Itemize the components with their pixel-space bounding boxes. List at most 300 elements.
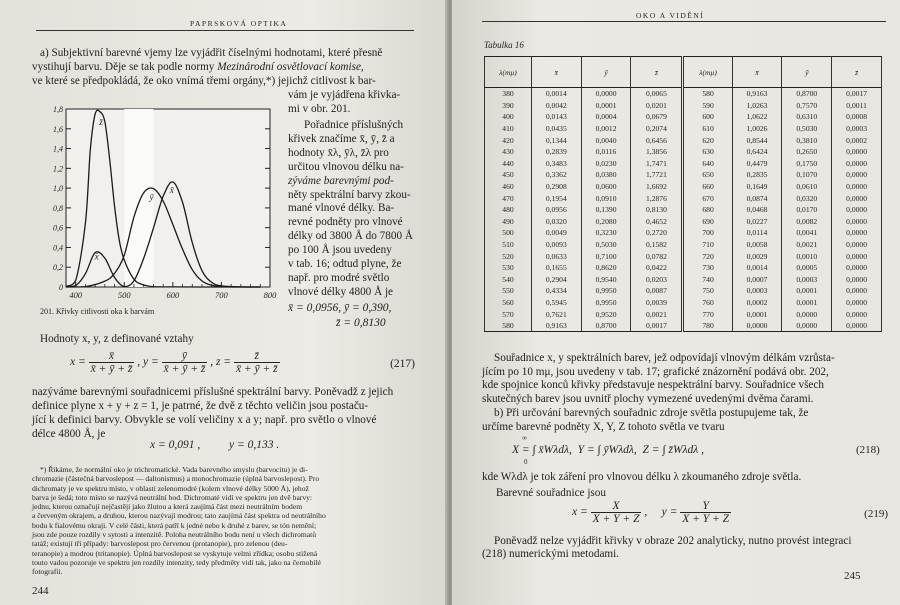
table-row (485, 146, 882, 158)
p1-line: kde spojnice konců křivky představuje nespektrální barvy. Souřadnice všech (482, 379, 824, 392)
table-cell: 0,1750 (782, 158, 832, 170)
table-cell: 440 (485, 158, 532, 170)
running-head-left: PAPRSKOVÁ OPTIKA (190, 19, 288, 28)
paragraph-3: kde Wλdλ je tok záření pro vlnovou délku λ zkoumaného zdroje světla. (482, 471, 802, 483)
table-row (485, 100, 882, 112)
footnote-line: a červeným okrajem, a druhou, kterou nazývají modrou; tato zaujímá část spektra od neutrálního (32, 511, 326, 521)
table-cell: 420 (485, 134, 532, 146)
table-cell: 0,0000 (832, 320, 882, 332)
table-cell: 560 (485, 297, 532, 309)
table-cell: 0,2839 (531, 146, 581, 158)
table-row (485, 262, 882, 274)
table-row (485, 239, 882, 251)
table-cell: 0,0956 (531, 204, 581, 216)
table-cell: 0,0320 (531, 216, 581, 228)
table-cell: 0,0422 (631, 262, 683, 274)
col-header: x̄ (531, 57, 581, 88)
table-row (485, 285, 882, 297)
table-cell: 710 (683, 239, 732, 251)
table-cell: 0,7570 (782, 100, 832, 112)
table-cell: 0,6310 (782, 111, 832, 123)
table-cell: 0,0014 (531, 88, 581, 100)
footnote-line: jsou zde pouze rozdíly v sytosti a intenzitě. Poloha neutrálního bodu není u všech dichromatů (32, 530, 317, 540)
table-cell: 730 (683, 262, 732, 274)
table-cell: 0,0087 (631, 285, 683, 297)
eq217-number: (217) (390, 358, 415, 370)
table-cell: 0,7621 (531, 308, 581, 320)
table-cell: 0,0002 (732, 297, 782, 309)
paragraph-5 (482, 535, 888, 562)
table-cell: 0,1390 (581, 204, 631, 216)
table-row (485, 169, 882, 181)
curve-label: x̄ (169, 185, 174, 196)
table-row (485, 111, 882, 123)
curve-label: z̄ (99, 116, 103, 127)
page-number-left: 244 (32, 585, 49, 597)
table-cell: 0,8130 (631, 204, 683, 216)
body-line2: definice plyne x + y + z = 1, je patrné, že dvě z těchto veličin jsou postaču- (32, 400, 369, 412)
table-cell: 0,0000 (832, 239, 882, 251)
eq219-y-label: , y = (644, 506, 678, 519)
table-cell: 0,0000 (832, 169, 882, 181)
table-cell: 0,5030 (782, 123, 832, 135)
table-row (485, 320, 882, 332)
body-line3: jící k definici barvy. Obvykle se volí veličiny x a y; např. pro světlo o vlnové (32, 414, 377, 426)
table-cell: 0,6456 (631, 134, 683, 146)
table-cell: 0,0001 (782, 285, 832, 297)
table-cell: 0,9163 (531, 320, 581, 332)
table-16 (484, 56, 882, 332)
table-cell: 460 (485, 181, 532, 193)
table-row (485, 274, 882, 286)
table-cell: 0,0012 (581, 123, 631, 135)
y-tick-label: 1,6 (53, 124, 63, 134)
footnote-line: chromazie (částečná barvoslepost — daltonismus) a monochromazie (úplná barvoslepost). Pro (32, 474, 320, 484)
y-tick-label: 0,8 (53, 203, 63, 213)
table-cell: 0,2835 (732, 169, 782, 181)
table-cell: 0,5945 (531, 297, 581, 309)
table-cell: 0,0042 (531, 100, 581, 112)
footnote-line: bodu k fialovému okraji. V celé části, která patří k jedné nebo k druhé z barev, se tón nemění; (32, 520, 317, 530)
curve-label: ȳ (149, 191, 154, 202)
eq217-z-den: x̄ + ȳ + z̄ (235, 363, 278, 375)
table-cell: 600 (683, 111, 732, 123)
y-tick-label: 1,0 (53, 184, 63, 194)
footnote-line: teranopie) a modrou (tritanopie). Úplná barvoslepost se vyskytuje velmi zřídka; osobu stižená (32, 548, 318, 558)
eq217-x-num: x̄ (89, 350, 135, 363)
col-header: z̄ (832, 57, 882, 88)
side-line: revné podněty pro vlnové (288, 216, 403, 229)
table-cell: 0,0000 (581, 88, 631, 100)
para-a-line1: a) Subjektivní barevné vjemy lze vyjádřit číselnými hodnotami, které přesně (40, 47, 383, 59)
right-page (452, 0, 900, 605)
para-a-line2: vystihují barvu. Děje se tak podle normy Mezinárodní osvětlovací komise, (32, 61, 364, 73)
table-cell: 550 (485, 285, 532, 297)
side-line: v tab. 16; odtud plyne, že (288, 258, 402, 271)
table-cell: 780 (683, 320, 732, 332)
table-cell: 1,0263 (732, 100, 782, 112)
table-cell: 0,0170 (782, 204, 832, 216)
table-cell: 0,0227 (732, 216, 782, 228)
side-line: Pořadnice příslušných (304, 119, 404, 131)
table-cell: 620 (683, 134, 732, 146)
footnote-line: jednu, kterou označují nejčastěji jako žlutou a která zaujímá část mezi neutrálním bodem (32, 502, 303, 512)
table-cell: 490 (485, 216, 532, 228)
table-cell: 0,4334 (531, 285, 581, 297)
x-tick-label: 600 (166, 290, 180, 300)
table-cell: 1,6692 (631, 181, 683, 193)
curve-label: x̄ (94, 251, 99, 262)
figure-caption: 201. Křivky citlivosti oka k barvám (40, 307, 155, 316)
table-cell: 0,0201 (631, 100, 683, 112)
eq217-z-fraction (234, 350, 280, 375)
table-cell: 0,0008 (832, 111, 882, 123)
table-cell: 650 (683, 169, 732, 181)
eq217-y-fraction (162, 350, 208, 375)
paragraph-2 (482, 407, 888, 434)
table-cell: 0,8620 (581, 262, 631, 274)
table-cell: 0,0000 (832, 204, 882, 216)
table-cell: 410 (485, 123, 532, 135)
p1-line: jícím po 10 mμ, jsou uvedeny v tab. 17; grafické znázornění podává obr. 202, (482, 365, 829, 378)
col-header: ȳ (581, 57, 631, 88)
table-cell: 0,0000 (832, 216, 882, 228)
table-cell: 0,1649 (732, 181, 782, 193)
table-cell: 0,0049 (531, 227, 581, 239)
table-cell: 0,2074 (631, 123, 683, 135)
table-cell: 0,0782 (631, 250, 683, 262)
table-cell: 0,2720 (631, 227, 683, 239)
table-cell: 520 (485, 250, 532, 262)
p1-line: Souřadnice x, y spektrálních barev, jež odpovídají vlnovým délkám vzrůsta- (494, 352, 835, 364)
table-body (485, 88, 882, 332)
eq218-upper: ∞ (522, 434, 527, 442)
table-row (485, 227, 882, 239)
table-title: Tabulka 16 (484, 40, 524, 50)
table-row (485, 216, 882, 228)
table-header-row (485, 57, 882, 88)
table-cell: 1,0026 (732, 123, 782, 135)
table-cell: 580 (485, 320, 532, 332)
eq218-lower: 0 (524, 458, 528, 466)
example-eq-line1: x̄ = 0,0956, ȳ = 0,390, (288, 302, 392, 314)
table-cell: 0,0014 (732, 262, 782, 274)
table-cell: 0,9950 (581, 285, 631, 297)
table-row (485, 297, 882, 309)
table-cell: 530 (485, 262, 532, 274)
p1-line: skutečných barev jsou uvnitř plochy vymezené uvedenými dvěma čarami. (482, 392, 814, 405)
table-cell: 660 (683, 181, 732, 193)
table-cell: 0,0011 (832, 100, 882, 112)
table-cell: 0,2080 (581, 216, 631, 228)
table-row (485, 204, 882, 216)
eq219-x-fraction (591, 500, 642, 525)
p5-line: (218) numerickými metodami. (482, 548, 620, 561)
table-cell: 0,0143 (531, 111, 581, 123)
side-line: po 100 Å jsou uvedeny (288, 244, 392, 257)
table-cell: 740 (683, 274, 732, 286)
table-cell: 610 (683, 123, 732, 135)
footnote-line: *) Říkáme, že normální oko je trichromatické. Vada barevného smyslu (barvocitu) je di- (40, 465, 308, 474)
table-cell: 0,0001 (732, 308, 782, 320)
table-cell: 0,0040 (581, 134, 631, 146)
equation-218: X = ∫ x̄Wλdλ, Y = ∫ ȳWλdλ, Z = ∫ z̄Wλdλ , (512, 444, 704, 456)
footnote-line: fotografii. (32, 567, 63, 577)
equation-219 (572, 500, 892, 530)
side-line: křivek značíme x̄, ȳ, z̄ a (288, 132, 395, 145)
table-cell: 0,0000 (782, 320, 832, 332)
table-cell: 0,0003 (732, 285, 782, 297)
table-cell: 670 (683, 192, 732, 204)
table-cell: 500 (485, 227, 532, 239)
eq219-x-num: X (591, 500, 642, 513)
table-cell: 0,0000 (832, 181, 882, 193)
x-tick-label: 400 (69, 290, 83, 300)
table-cell: 0,0021 (782, 239, 832, 251)
table-row (485, 158, 882, 170)
table-cell: 0,7100 (581, 250, 631, 262)
paragraph-4: Barevné souřadnice jsou (496, 487, 606, 499)
table-cell: 0,0000 (832, 297, 882, 309)
eq217-y-label: , y = (137, 356, 159, 369)
table-cell: 400 (485, 111, 532, 123)
table-cell: 0,0000 (732, 320, 782, 332)
side-column (288, 119, 428, 300)
table-cell: 0,4479 (732, 158, 782, 170)
table-cell: 0,0017 (832, 88, 882, 100)
table-cell: 680 (683, 204, 732, 216)
table-cell: 0,0874 (732, 192, 782, 204)
table-cell: 1,7471 (631, 158, 683, 170)
y-tick-label: 1,4 (53, 144, 63, 154)
col-header: ȳ (782, 57, 832, 88)
table-cell: 0,1582 (631, 239, 683, 251)
table-cell: 690 (683, 216, 732, 228)
para-a-line4: vám je vyjádřena křivka- (288, 89, 401, 101)
table-cell: 0,0003 (832, 123, 882, 135)
table-cell: 480 (485, 204, 532, 216)
sensitivity-curves-chart (44, 103, 280, 303)
table-cell: 570 (485, 308, 532, 320)
table-cell: 0,1344 (531, 134, 581, 146)
p2-line: určíme barevné podněty X, Y, Z tohoto světla ve tvaru (482, 420, 725, 433)
table-row (485, 181, 882, 193)
table-row (485, 123, 882, 135)
table-cell: 450 (485, 169, 532, 181)
side-line: vlnové délky 4800 Å je (288, 285, 394, 298)
table-cell: 0,1954 (531, 192, 581, 204)
table-cell: 0,9540 (581, 274, 631, 286)
table-cell: 1,2876 (631, 192, 683, 204)
table-cell: 0,0002 (832, 134, 882, 146)
table-row (485, 134, 882, 146)
table-cell: 1,7721 (631, 169, 683, 181)
table-cell: 470 (485, 192, 532, 204)
y-tick-label: 0,2 (53, 263, 63, 273)
eq217-x-label: x = (70, 356, 86, 369)
table-cell: 0,0000 (832, 227, 882, 239)
eq217-y-den: x̄ + ȳ + z̄ (163, 363, 206, 375)
x-tick-label: 700 (215, 290, 228, 300)
table-cell: 0,0004 (581, 111, 631, 123)
table-cell: 380 (485, 88, 532, 100)
table-cell: 0,0000 (832, 192, 882, 204)
side-line: např. pro modré světlo (288, 271, 390, 284)
table-cell: 0,0435 (531, 123, 581, 135)
table-cell: 0,0230 (581, 158, 631, 170)
table-row (485, 308, 882, 320)
table-cell: 0,0041 (782, 227, 832, 239)
footnote-line: tatáž; existují tři případy: barvoslepost pro červenou (protanopie), pro zelenou (deu- (32, 539, 288, 549)
table-cell: 0,3483 (531, 158, 581, 170)
table-cell: 0,8544 (732, 134, 782, 146)
side-line: mané vlnové délky. Ba- (288, 202, 395, 215)
table-cell: 0,0000 (832, 158, 882, 170)
header-rule-right (482, 21, 886, 22)
side-line: něty spektrální barvy zkou- (288, 188, 411, 201)
p2-line: b) Při určování barevných souřadnic zdroje světla postupujeme tak, že (494, 407, 809, 419)
side-line: určitou vlnovou délku na- (288, 160, 404, 173)
eq217-z-num: z̄ (234, 350, 280, 363)
side-line: zýváme barevnými pod- (288, 174, 394, 187)
table-cell: 0,3810 (782, 134, 832, 146)
table-cell: 430 (485, 146, 532, 158)
table-cell: 0,4652 (631, 216, 683, 228)
eq218-number: (218) (856, 444, 880, 456)
table-cell: 540 (485, 274, 532, 286)
table-cell: 1,0622 (732, 111, 782, 123)
table-row (485, 192, 882, 204)
para-a-line5: mi v obr. 201. (288, 103, 351, 115)
table-cell: 390 (485, 100, 532, 112)
table-cell: 0,9520 (581, 308, 631, 320)
table-cell: 0,9163 (732, 88, 782, 100)
table-cell: 0,0000 (832, 250, 882, 262)
table-cell: 0,0600 (581, 181, 631, 193)
values-intro: Hodnoty x, y, z definované vztahy (40, 333, 194, 345)
table-cell: 590 (683, 100, 732, 112)
para-a-line3: ve které se předpokládá, že oko vnímá třemi orgány,*) jejichž citlivost k bar- (32, 75, 376, 87)
table-cell: 0,0058 (732, 239, 782, 251)
table-cell: 0,3362 (531, 169, 581, 181)
eq217-z-label: , z = (210, 356, 232, 369)
table-cell: 720 (683, 250, 732, 262)
equation-xy: x = 0,091 , y = 0,133 . (150, 439, 280, 451)
table-cell: 750 (683, 285, 732, 297)
table-cell: 0,0000 (832, 308, 882, 320)
eq219-x-label: x = (572, 506, 588, 519)
eq219-x-den: X + Y + Z (592, 513, 640, 525)
table-cell: 640 (683, 158, 732, 170)
eq217-y-num: ȳ (162, 350, 208, 363)
table-cell: 510 (485, 239, 532, 251)
page-number-right: 245 (844, 570, 861, 582)
paragraph-1 (482, 352, 888, 406)
x-tick-label: 800 (263, 290, 277, 300)
table-cell: 770 (683, 308, 732, 320)
table-cell: 0,0021 (631, 308, 683, 320)
table-cell: 0,0468 (732, 204, 782, 216)
y-tick-label: 0,4 (53, 243, 63, 253)
table-cell: 0,0001 (782, 297, 832, 309)
footnote-line: barva je šedá; toto místo se nazývá neutrální bod. Dichromaté vidí ve spektru jen dvě barvy: (32, 492, 313, 502)
table-cell: 0,0203 (631, 274, 683, 286)
table-cell: 760 (683, 297, 732, 309)
left-page (0, 0, 448, 605)
footnote (32, 465, 422, 577)
footnote-line: dichromaty je ve spektru místo, v oblasti zelenomodré (kolem vlnové délky 5000 Å), jehož (32, 483, 309, 493)
table-cell: 0,0679 (631, 111, 683, 123)
side-line: hodnoty x̄λ, ȳλ, z̄λ pro (288, 146, 389, 159)
eq217-x-den: x̄ + ȳ + z̄ (90, 363, 133, 375)
eq219-y-den: X + Y + Z (682, 513, 730, 525)
table-cell: 630 (683, 146, 732, 158)
table-cell: 0,0610 (782, 181, 832, 193)
col-header: x̄ (732, 57, 782, 88)
col-header: λ(mμ) (683, 57, 732, 88)
header-rule (36, 30, 414, 31)
table-cell: 0,0320 (782, 192, 832, 204)
table-cell: 0,1655 (531, 262, 581, 274)
table-cell: 0,0001 (581, 100, 631, 112)
table-row (485, 88, 882, 100)
table-cell: 0,0000 (782, 308, 832, 320)
col-header: z̄ (631, 57, 683, 88)
table-cell: 0,3230 (581, 227, 631, 239)
table-cell: 0,0039 (631, 297, 683, 309)
table-cell: 1,3856 (631, 146, 683, 158)
p5-line: Poněvadž nelze vyjádřit křivky v obraze 202 analyticky, nutno provést integraci (494, 535, 852, 547)
body-line4: délce 4800 Å, je (32, 428, 106, 440)
table-cell: 0,5030 (581, 239, 631, 251)
example-eq-line2: z̄ = 0,8130 (336, 317, 386, 329)
table-cell: 0,0000 (832, 262, 882, 274)
x-tick-label: 500 (117, 290, 131, 300)
table-cell: 0,0093 (531, 239, 581, 251)
side-line: délky od 3800 Å do 7800 Å (288, 230, 413, 243)
table-cell: 0,0910 (581, 192, 631, 204)
y-tick-label: 0,6 (53, 223, 63, 233)
body-line1: nazýváme barevnými souřadnicemi příslušné spektrální barvy. Poněvadž z jejich (32, 386, 394, 398)
table-cell: 0,0000 (832, 274, 882, 286)
table-cell: 0,1070 (782, 169, 832, 181)
table-cell: 0,0029 (732, 250, 782, 262)
eq219-y-fraction (680, 500, 731, 525)
table-cell: 0,8700 (581, 320, 631, 332)
table-cell: 0,0000 (832, 285, 882, 297)
table-cell: 0,0065 (631, 88, 683, 100)
table-cell: 0,9950 (581, 297, 631, 309)
table-cell: 0,0017 (631, 320, 683, 332)
table-cell: 0,6424 (732, 146, 782, 158)
eq219-y-num: Y (680, 500, 731, 513)
table-cell: 0,0380 (581, 169, 631, 181)
table-cell: 700 (683, 227, 732, 239)
col-header: λ(mμ) (485, 57, 532, 88)
table-row (485, 250, 882, 262)
table-cell: 0,0007 (732, 274, 782, 286)
table-cell: 0,0633 (531, 250, 581, 262)
table-cell: 0,0114 (732, 227, 782, 239)
y-tick-label: 1,8 (53, 105, 63, 114)
y-tick-label: 0 (59, 283, 63, 292)
table-cell: 0,2904 (531, 274, 581, 286)
running-head-right: OKO A VIDĚNÍ (636, 11, 705, 20)
footnote-line: touto vadou pozoruje ve spektru jen rozdíly intenzity, tedy předměty vidí tak, jako na černobílé (32, 557, 321, 567)
table-cell: 0,0005 (782, 262, 832, 274)
table-cell: 0,2908 (531, 181, 581, 193)
equation-217 (70, 350, 415, 380)
